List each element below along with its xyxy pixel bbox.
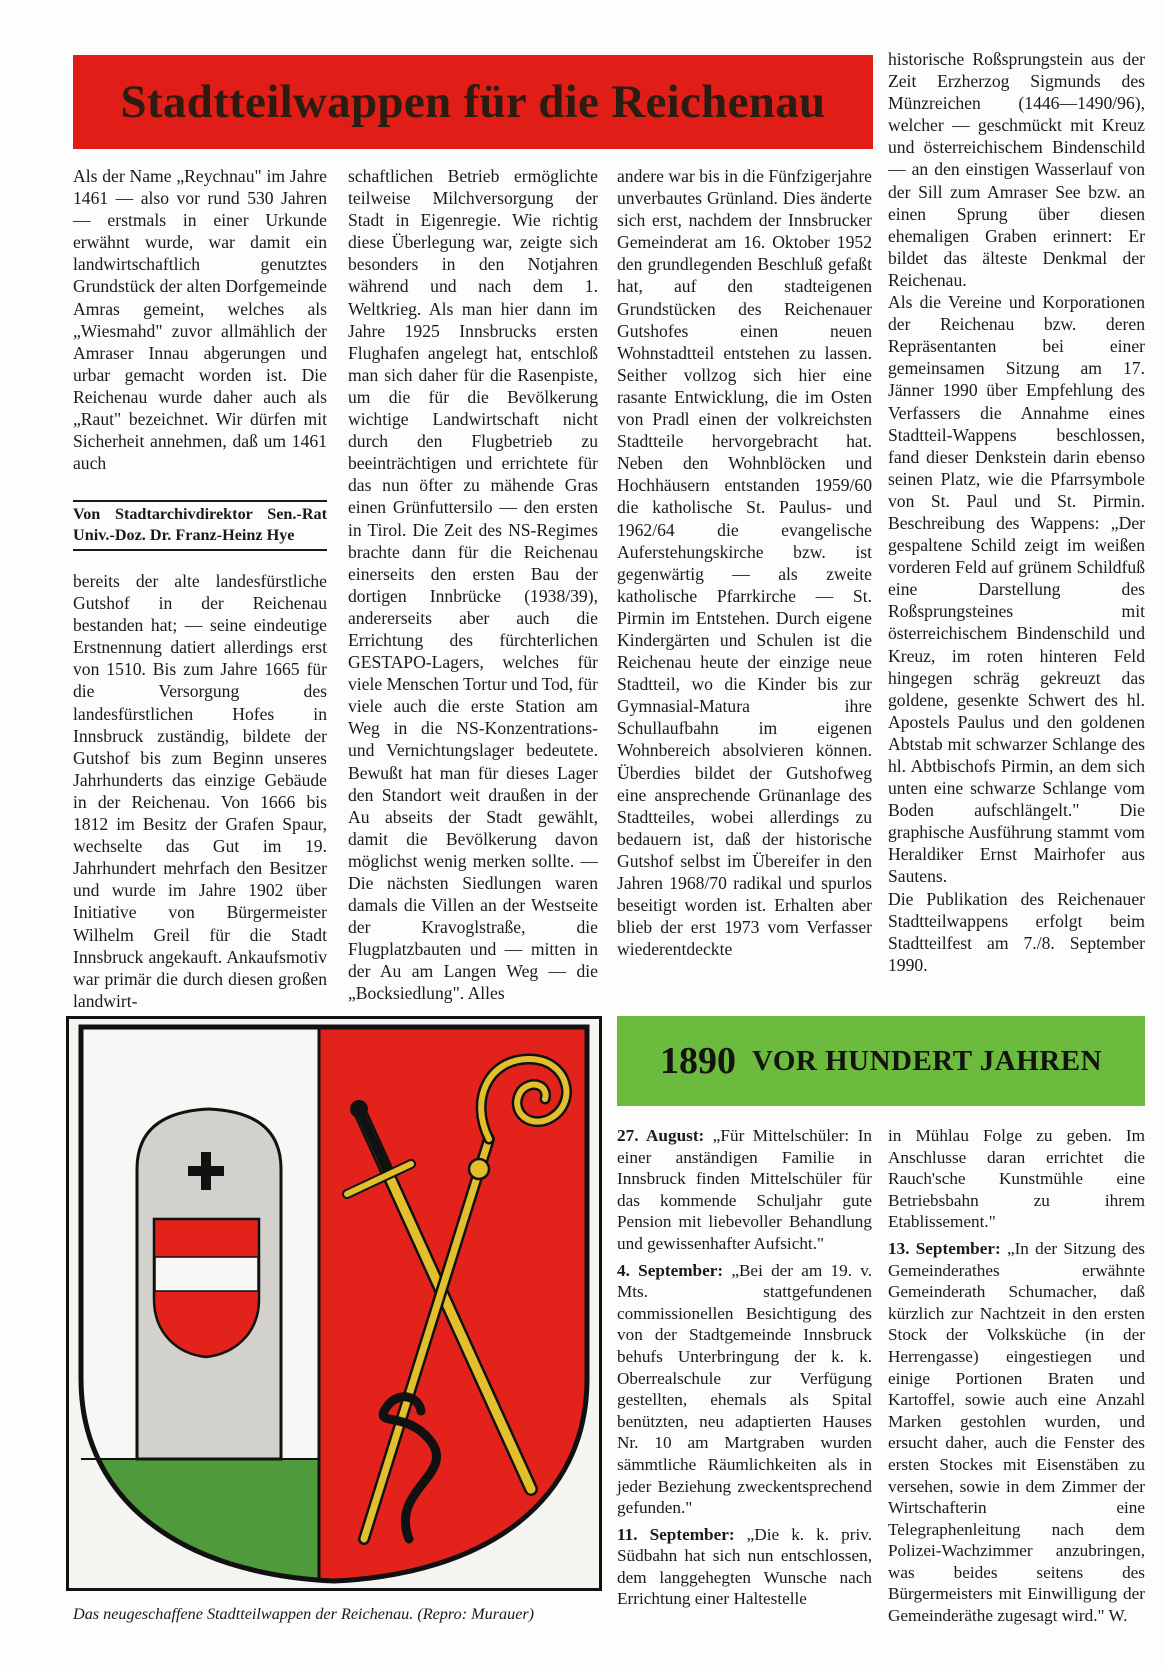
paragraph: Als die Vereine und Korporationen der Reichenau bzw. deren Repräsentanten bei einer gemeinsamen Sitzung am 17. Jänner 1990 über Empfehlung des Verfassers die Annahme eines Stadtteil-Wappens beschlossen, fand dieser Denkstein darin ebenso seinen Platz, wie die Pfarrsymbole von St. Paul und St. Pirmin. Beschreibung des Wappens: „Der gespaltene Schild zeigt im weißen vorderen Feld auf grünem Schildfuß eine Darstellung des Roßsprungsteines mit österreichischem Bindenschild und Kreuz, im roten hinteren Feld hingegen schräg gekreuzt das goldene, gesenkte Schwert des hl. Apostels Paulus und den goldenen Abtstab mit schwarzer Schlange des hl. Abtbischofs Pirmin, an dem sich unten eine schwarze Schlange vom Boden aufschlängelt." Die graphische Ausführung stammt vom Heraldiker Ernst Mairhofer aus Sautens.	[888, 292, 1145, 887]
paragraph: Die Publikation des Reichenauer Stadtteilwappens erfolgt beim Stadtteilfest am 7./8. September 1990.	[888, 888, 1145, 975]
entry-date: 13. September:	[888, 1238, 1001, 1258]
history-entry	[888, 1125, 1145, 1233]
bindenschild-icon	[154, 1219, 259, 1357]
paragraph: andere war bis in die Fünfzigerjahre unverbautes Grünland. Dies änderte sich erst, nachdem der Innsbrucker Gemeinderat am 16. Oktober 1952 den grundlegenden Beschluß gefaßt hat, auf den stadteigenen Grundstücken des Reichenauer Gutshofes einen neuen Wohnstadtteil entstehen zu lassen. Seither vollzog sich hier eine rasante Entwicklung, die im Osten von Pradl einen der volkreichsten Stadtteile hervorgebracht hat. Neben den Wohnblöcken und Hochhäusern entstanden 1959/60 die katholische St. Paulus- und 1962/64 die evangelische Auferstehungskirche bzw. ist gegenwärtig — als zweite katholische Pfarrkirche — St. Pirmin im Entstehen. Durch eigene Kindergärten und Schulen ist die Reichenau heute der einzige neue Stadtteil, wo die Kinder bis zur Gymnasial-Matura ihre Schullaufbahn im eigenen Wohnbereich absolvieren können. Überdies bildet der Gutshofweg eine ansprechende Grünanlage des Stadtteiles, wobei allerdings zu bedauern ist, daß der historische Gutshof selbst im Übereifer in den Jahren 1968/70 radikal und spurlos beseitigt worden ist. Erhalten aber blieb der erst 1973 vom Verfasser wiederentdeckte	[617, 166, 872, 960]
history-title: VOR HUNDERT JAHREN	[751, 1044, 1103, 1077]
article-column-2	[348, 165, 598, 1005]
article-column-3	[617, 165, 872, 960]
entry-date: 11. September:	[617, 1524, 735, 1544]
entry-text: „In der Sitzung des Gemeinderathes erwähnte Gemeinderath Schumacher, daß kürzlich zur Nachtzeit in den ersten Stock der Volksküche (in der Herrengasse) eingestiegen und einige Portionen Braten und Kartoffel, sowie auch eine Anzahl Marken gestohlen wurden, und ersucht daher, auch die Fenster des ersten Stockes mit Eisenstäben zu versehen, sowie in dem Zimmer der Wirtschafterin eine Telegraphenleitung nach dem Polizei-Wachzimmer anzubringen, was beides seitens des Bürgermeisters mit Einwilligung der Gemeinderäthe zugesagt wird." W.	[888, 1238, 1145, 1626]
entry-text: „Bei der am 19. v. Mts. stattgefundenen commissionellen Besichtigung des von der Stadtgemeinde Innsbruck behufs Unterbringung der k. k. Oberrealschule zur Verfügung gestellten, ehemals als Spital benützten, neu adaptierten Hauses Nr. 10 am Martgraben wurden sämmtliche Räumlichkeiten als in jeder Beziehung zweckentsprechend gefunden."	[617, 1260, 873, 1518]
entry-text: „Die k. k. priv. Südbahn hat sich nun entschlossen, dem langgehegten Wunsche nach Errichtung einer Haltestelle	[617, 1524, 873, 1609]
history-entry	[617, 1125, 872, 1255]
history-banner	[617, 1016, 1145, 1106]
coat-of-arms	[69, 1019, 599, 1588]
coat-of-arms-image	[66, 1016, 602, 1591]
paragraph: schaftlichen Betrieb ermöglichte teilweise Milchversorgung der Stadt in Eigenregie. Wie richtig diese Überlegung war, zeigte sich besonders in den Notjahren während und nach dem 1. Weltkrieg. Als man hier dann im Jahre 1925 Innsbrucks ersten Flughafen angelegt hat, entschloß man sich daher für die Rasenpiste, um die für die Bevölkerung wichtige Landwirtschaft nicht durch den Flugbetrieb zu beeinträchtigen und errichtete für das nun öfter zu mähende Gras einen Grünfuttersilo — den ersten in Tirol. Die Zeit des NS-Regimes brachte dann für die Reichenau einerseits den ersten Bau der dortigen Innbrücke (1938/39), andererseits aber auch die Errichtung des fürchterlichen GESTAPO-Lagers, welches für viele Menschen Tortur und Tod, für viele auch die erste Station am Weg in die NS-Konzentrations- und Vernichtungslager bedeutete. Bewußt hat man für dieses Lager den Standort weit draußen in der Au abseits der Stadt gewählt, damit die Bevölkerung davon möglichst wenig merken sollte. — Die nächsten Siedlungen waren damals die Villen an der Westseite der Kravoglstraße, die Flugplatzbauten und — mitten in der Au am Langen Weg — die „Bocksiedlung". Alles	[348, 166, 598, 1004]
entry-text: „Für Mittelschüler: In einer anständigen Familie in Innsbruck finden Mittelschüler für das kommende Schuljahr gute Pension mit liebevoller Behandlung und gewissenhafter Aufsicht."	[617, 1126, 873, 1253]
history-entry	[617, 1260, 872, 1519]
history-column-2	[888, 1125, 1145, 1632]
author-byline: Von Stadtarchivdirektor Sen.-Rat Univ.-Doz. Dr. Franz-Heinz Hye	[73, 500, 327, 551]
title-banner	[73, 55, 873, 149]
history-entry	[888, 1238, 1145, 1627]
history-entry	[617, 1524, 872, 1610]
entry-date: 27. August:	[617, 1126, 705, 1145]
entry-text: in Mühlau Folge zu geben. Im Anschlusse daran errichtet die Rauch'sche Kunstmühle eine Betriebsbahn zu ihrem Etablissement."	[888, 1126, 1145, 1232]
paragraph: Als der Name „Reychnau" im Jahre 1461 — also vor rund 530 Jahren — erstmals in einer Urkunde erwähnt wurde, war damit ein landwirtschaftlich genutztes Grundstück der alten Dorfgemeinde Amras gemeint, welches als „Wiesmahd" zuvor allmählich der Amraser Innau abgerungen und urbar gemacht worden ist. Die Reichenau wurde daher auch als „Raut" bezeichnet. Wir dürfen mit Sicherheit annehmen, daß um 1461 auch	[73, 166, 327, 474]
article-title: Stadtteilwappen für die Reichenau	[120, 76, 826, 128]
entry-date: 4. September:	[617, 1260, 724, 1280]
history-column-1	[617, 1125, 872, 1615]
article-column-4	[888, 48, 1145, 976]
rosssprungstein	[137, 1109, 281, 1459]
paragraph: bereits der alte landesfürstliche Gutshof in der Reichenau bestanden hat; — seine eindeutige Erstnennung datiert allerdings erst von 1510. Bis zum Jahre 1665 für die Versorgung des landesfürstlichen Hofes in Innsbruck zuständig, bildete der Gutshof bis zum Beginn unseres Jahrhunderts das einzige Gebäude in der Reichenau. Von 1666 bis 1812 im Besitz der Grafen Spaur, wechselte das Gut im 19. Jahrhundert mehrfach den Besitzer und wurde im Jahre 1902 über Initiative von Bürgermeister Wilhelm Greil für die Stadt Innsbruck angekauft. Ankaufsmotiv war primär die durch diesen großen landwirt-	[73, 571, 327, 1011]
article-column-1-bottom	[73, 570, 327, 1012]
image-caption: Das neugeschaffene Stadtteilwappen der Reichenau. (Repro: Murauer)	[73, 1605, 535, 1623]
paragraph: historische Roßsprungstein aus der Zeit Erzherzog Sigmunds des Münzreichen (1446—1490/96), welcher — geschmückt mit Kreuz und österreichischem Bindenschild — an den einstigen Wasserlauf von der Sill zum Amraser See bzw. an einen Sprung über diesen ehemaligen Graben erinnert: Er bildet das älteste Denkmal der Reichenau.	[888, 49, 1145, 290]
history-year: 1890	[659, 1040, 736, 1082]
article-column-1-top	[73, 165, 327, 474]
